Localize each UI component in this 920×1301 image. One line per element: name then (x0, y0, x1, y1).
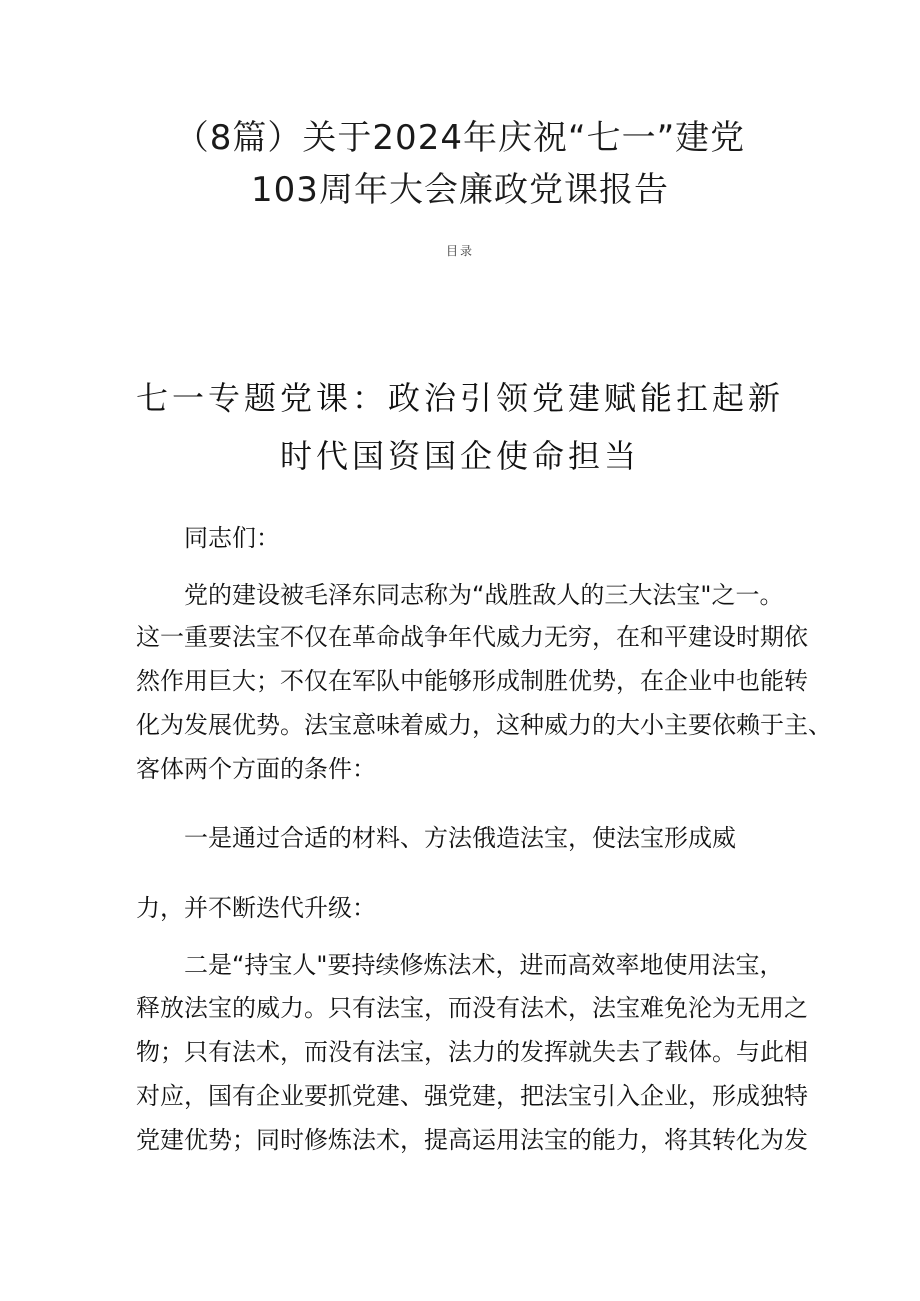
paragraph-3-line-5: 党建优势；同时修炼法术，提高运用法宝的能力，将其转化为发 (136, 1126, 808, 1154)
paragraph-3-line-3: 物；只有法术，而没有法宝，法力的发挥就失去了载体。与此相 (136, 1038, 808, 1066)
paragraph-2-line-2: 力，并不断迭代升级： (136, 894, 376, 922)
paragraph-3-line-4: 对应，国有企业要抓党建、强党建，把法宝引入企业，形成独特 (136, 1082, 808, 1110)
salutation: 同志们： (184, 524, 280, 552)
paragraph-1-line-2: 这一重要法宝不仅在革命战争年代威力无穷，在和平建设时期依 (136, 623, 808, 651)
paragraph-2-line-1: 一是通过合适的材料、方法俄造法宝，使法宝形成威 (184, 824, 736, 852)
paragraph-3-line-1: 二是“持宝人"要持续修炼法术，进而高效率地使用法宝， (184, 951, 784, 979)
table-of-contents-label: 目录 (445, 244, 474, 258)
paragraph-1-line-5: 客体两个方面的条件： (136, 755, 376, 783)
paragraph-1-line-1: 党的建设被毛泽东同志称为“战胜敌人的三大法宝"之一。 (184, 581, 784, 609)
document-title-line-1: （8篇）关于2024年庆祝“七一”建党 (174, 118, 746, 158)
document-title-line-2: 103周年大会廉政党课报告 (251, 170, 669, 210)
section-title-line-1: 七一专题党课：政治引领党建赋能扛起新 (135, 379, 784, 417)
paragraph-3-line-2: 释放法宝的威力。只有法宝，而没有法术，法宝难免沦为无用之 (136, 994, 808, 1022)
paragraph-1-line-3: 然作用巨大；不仅在军队中能够形成制胜优势，在企业中也能转 (136, 667, 808, 695)
section-title-line-2: 时代国资国企使命担当 (279, 437, 640, 475)
paragraph-1-line-4: 化为发展优势。法宝意味着威力，这种威力的大小主要依赖于主、 (136, 711, 832, 739)
